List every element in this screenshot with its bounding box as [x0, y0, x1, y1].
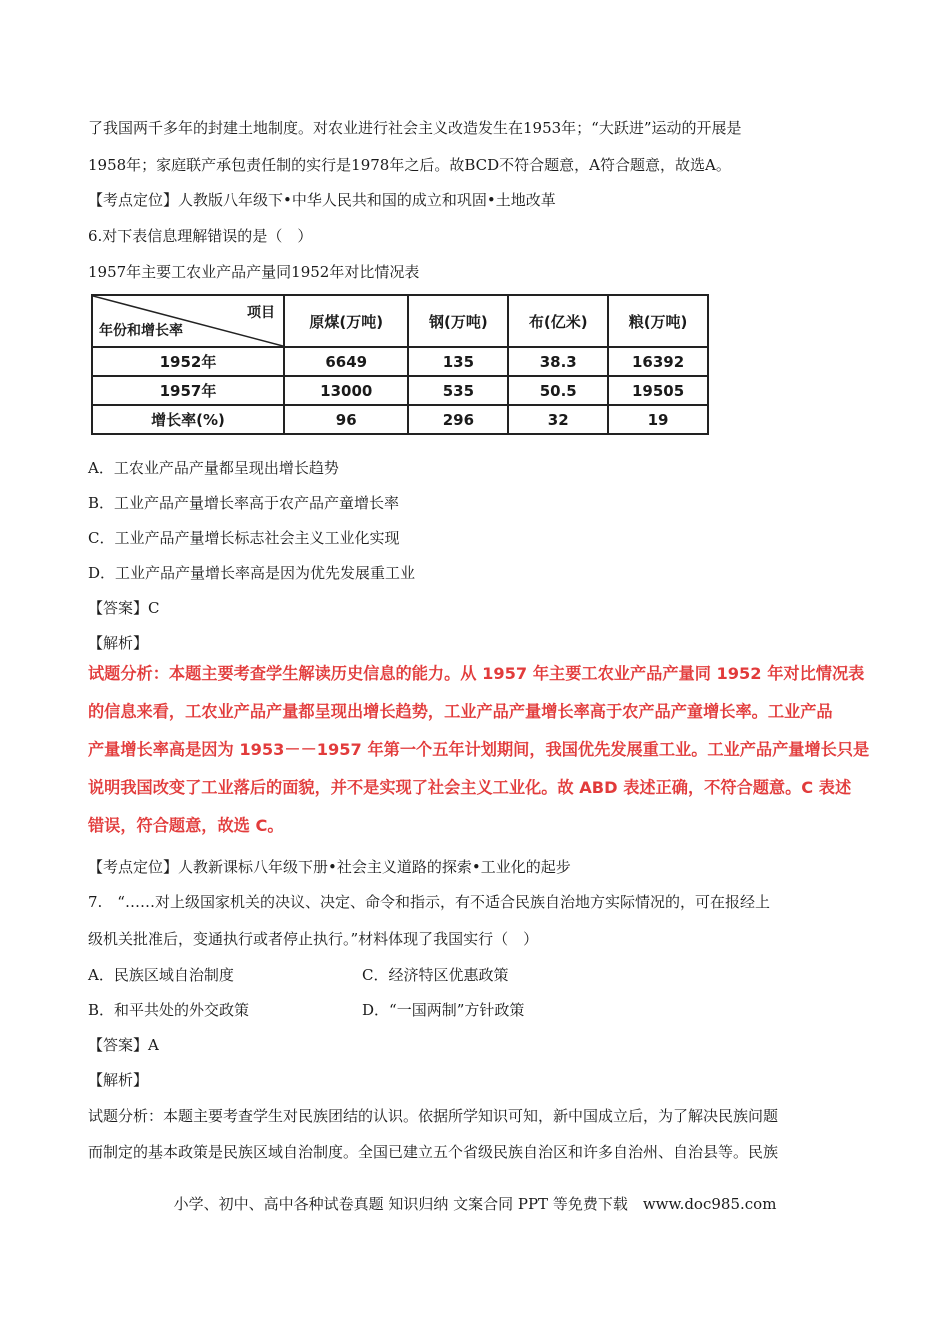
table-cell: 19505	[608, 376, 708, 405]
table-corner-cell	[92, 295, 284, 347]
q6-option-c: C．工业产品产量增长标志社会主义工业化实现	[88, 529, 400, 547]
q6-jiexi-label: 【解析】	[88, 634, 149, 652]
table-header: 钢(万吨)	[408, 295, 508, 347]
row-label: 1957年	[92, 376, 284, 405]
q6-option-b: B．工业产品产量增长率高于农产品产童增长率	[88, 494, 400, 512]
q7-analysis-line-2: 而制定的基本政策是民族区域自治制度。全国已建立五个省级民族自治区和许多自治州、自治县等。民族	[88, 1143, 779, 1161]
intro-line-2: 1958年；家庭联产承包责任制的实行是1978年之后。故BCD不符合题意，A符合题意，故选A。	[88, 156, 731, 174]
q7-answer: 【答案】A	[88, 1036, 159, 1054]
table-cell: 19	[608, 405, 708, 434]
q6-analysis-line-3: 产量增长率高是因为 1953－－1957 年第一个五年计划期间，我国优先发展重工业。工业产品产量增长只是	[88, 740, 870, 759]
table-cell: 38.3	[508, 347, 608, 376]
q6-answer: 【答案】C	[88, 599, 160, 617]
q7-option-b: B．和平共处的外交政策	[88, 1001, 250, 1019]
table-cell: 296	[408, 405, 508, 434]
corner-top-label: 项目	[247, 305, 275, 321]
corner-bottom-label: 年份和增长率	[99, 323, 183, 339]
intro-line-1: 了我国两千多年的封建土地制度。对农业进行社会主义改造发生在1953年；“大跃进”运动的开展是	[88, 119, 742, 137]
table-cell: 32	[508, 405, 608, 434]
table-header: 原煤(万吨)	[284, 295, 408, 347]
table-header: 粮(万吨)	[608, 295, 708, 347]
q6-analysis-line-2: 的信息来看，工农业产品产量都呈现出增长趋势，工业产品产量增长率高于农产品产童增长率。工业产品	[88, 702, 833, 721]
table-title: 1957年主要工农业产品产量同1952年对比情况表	[88, 263, 420, 281]
table-row	[92, 347, 708, 376]
kaodian-1: 【考点定位】人教版八年级下•中华人民共和国的成立和巩固•土地改革	[88, 191, 556, 209]
table-cell: 6649	[284, 347, 408, 376]
table-cell: 96	[284, 405, 408, 434]
table-row	[92, 405, 708, 434]
q6-option-a: A．工农业产品产量都呈现出增长趋势	[88, 459, 339, 477]
q6-option-d: D．工业产品产量增长率高是因为优先发展重工业	[88, 564, 416, 582]
q7-option-c: C．经济特区优惠政策	[362, 966, 509, 984]
row-label: 增长率(%)	[92, 405, 284, 434]
data-table	[91, 294, 709, 435]
q7-analysis-line-1: 试题分析：本题主要考查学生对民族团结的认识。依据所学知识可知，新中国成立后，为了解决民族问题	[88, 1107, 779, 1125]
row-label: 1952年	[92, 347, 284, 376]
q7-option-d: D．“一国两制”方针政策	[362, 1001, 525, 1019]
q6-analysis-line-4: 说明我国改变了工业落后的面貌，并不是实现了社会主义工业化。故 ABD 表述正确，不符合题意。C 表述	[88, 778, 852, 797]
q7-jiexi-label: 【解析】	[88, 1071, 149, 1089]
q6-stem: 6.对下表信息理解错误的是（ ）	[88, 227, 313, 245]
page-footer: 小学、初中、高中各种试卷真题 知识归纳 文案合同 PPT 等免费下载 www.doc985.com	[173, 1195, 777, 1213]
table-cell: 50.5	[508, 376, 608, 405]
q7-stem-line-2: 级机关批准后，变通执行或者停止执行。”材料体现了我国实行（ ）	[88, 930, 539, 948]
q6-kaodian: 【考点定位】人教新课标八年级下册•社会主义道路的探索•工业化的起步	[88, 858, 571, 876]
table-cell: 135	[408, 347, 508, 376]
table-cell: 13000	[284, 376, 408, 405]
table-header: 布(亿米)	[508, 295, 608, 347]
table-header-row	[92, 295, 708, 347]
q6-analysis-line-1: 试题分析：本题主要考查学生解读历史信息的能力。从 1957 年主要工农业产品产量同 1952 年对比情况表	[88, 664, 865, 683]
table-cell: 16392	[608, 347, 708, 376]
q6-analysis-line-5: 错误，符合题意，故选 C。	[88, 816, 284, 835]
q7-stem-line-1: 7. “……对上级国家机关的决议、决定、命令和指示，有不适合民族自治地方实际情况的，可在报经上	[88, 893, 770, 911]
data-table-container	[91, 294, 709, 430]
q7-option-a: A．民族区域自治制度	[88, 966, 234, 984]
table-cell: 535	[408, 376, 508, 405]
table-row	[92, 376, 708, 405]
